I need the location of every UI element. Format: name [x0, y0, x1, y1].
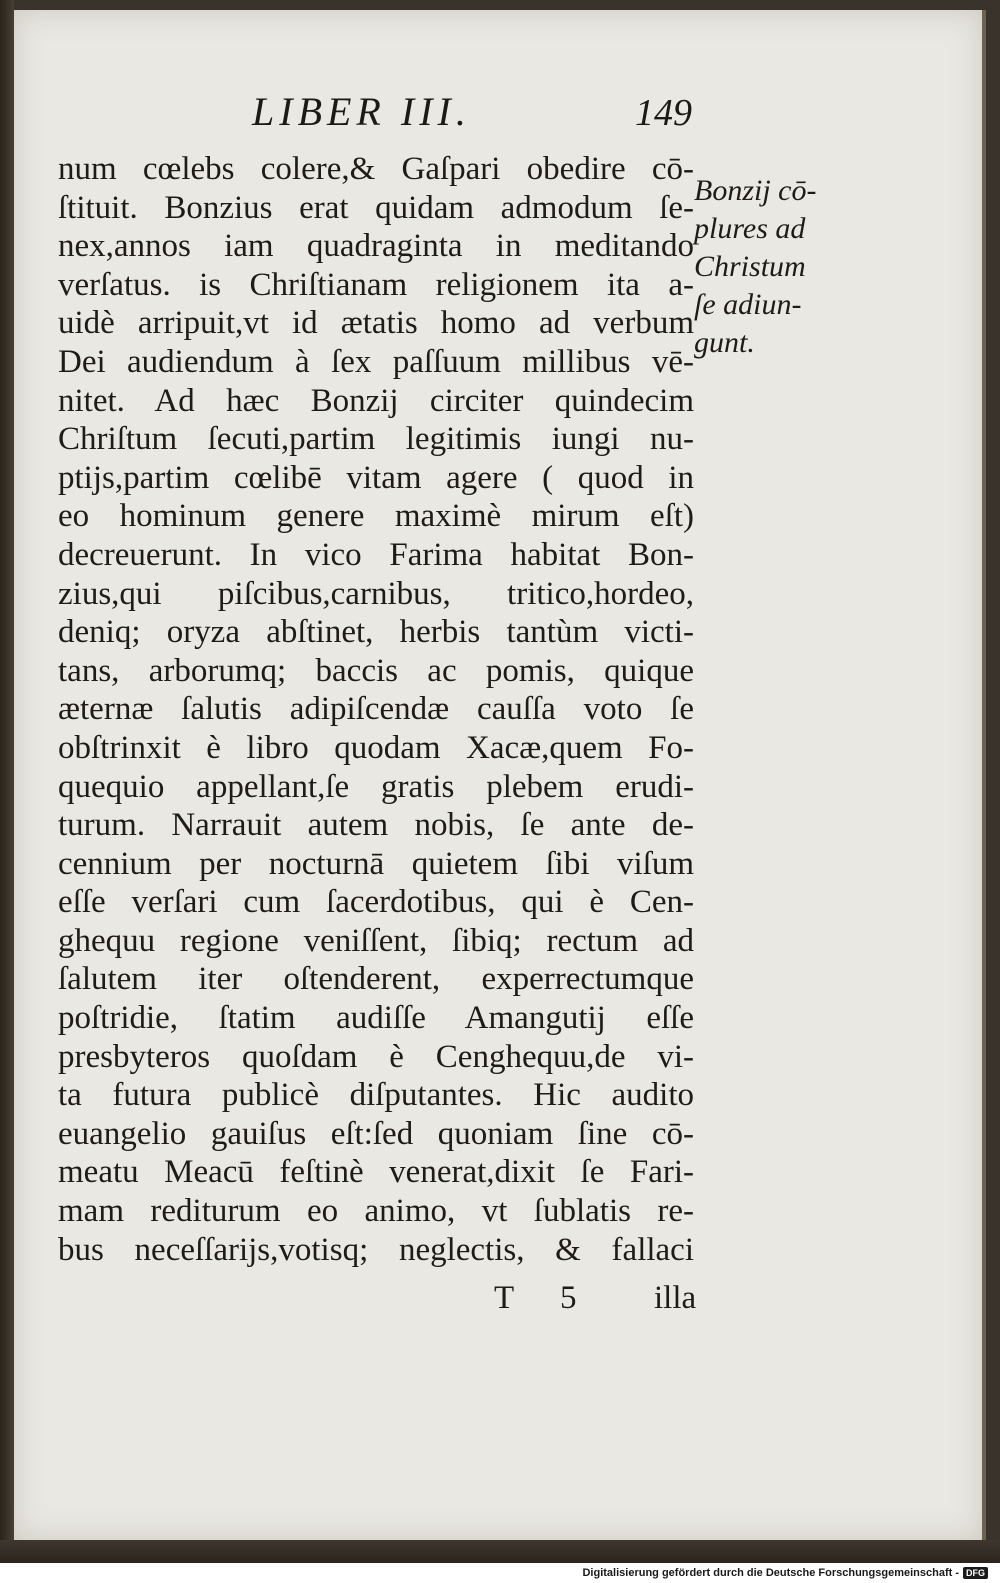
text-line: turum. Narrauit autem nobis, ſe ante de-	[58, 807, 694, 844]
text-line: nitet. Ad hæc Bonzij circiter quindecim	[58, 382, 694, 419]
text-line: num cœlebs colere,& Gaſpari obedire cō-	[58, 151, 694, 187]
text-line: uidè arripuit,vt id ætatis homo ad verbum	[58, 305, 694, 342]
signature-mark: T	[494, 1280, 515, 1316]
text-line: verſatus. is Chriſtianam religionem ita a-	[58, 266, 694, 303]
book-cover-bottom	[0, 1540, 1000, 1563]
running-head	[252, 88, 692, 138]
text-line: æternæ ſalutis adipiſcendæ cauſſa voto ſe	[58, 691, 694, 728]
text-line: ta futura publicè diſputantes. Hic audito	[58, 1077, 694, 1114]
book-page	[14, 10, 986, 1540]
catchword: illa	[654, 1280, 697, 1316]
text-line: ghequu regione veniſſent, ſibiq; rectum ad	[58, 922, 694, 959]
marginal-note-line: gunt.	[694, 326, 755, 359]
page-number: 149	[635, 92, 692, 134]
text-line: mam rediturum eo animo, vt ſublatis re-	[58, 1193, 694, 1230]
text-line: decreuerunt. In vico Farima habitat Bon-	[58, 536, 694, 573]
text-line: zius,qui piſcibus,carnibus, tritico,hordeo,	[58, 575, 694, 612]
running-head-title: LIBER III.	[252, 89, 471, 134]
text-line: ſtituit. Bonzius erat quidam admodum ſe-	[58, 189, 694, 226]
text-line: nex,annos iam quadraginta in meditando	[58, 228, 694, 265]
marginal-note-line: Bonzij cō-	[694, 174, 817, 207]
text-line: euangelio gauiſus eſt:ſed quoniam ſine cō-	[58, 1115, 694, 1152]
text-line: eo hominum genere maximè mirum eſt)	[58, 498, 694, 535]
marginal-note-line: Christum	[694, 250, 806, 283]
dfg-logo: DFG	[963, 1567, 988, 1579]
text-line: Dei audiendum à ſex paſſuum millibus vē-	[58, 343, 694, 380]
text-line: cennium per nocturnā quietem ſibi viſum	[58, 845, 694, 882]
text-line: obſtrinxit è libro quodam Xacæ,quem Fo-	[58, 729, 694, 766]
text-line: deniq; oryza abſtinet, herbis tantùm victi-	[58, 614, 694, 651]
funding-credit: Digitalisierung gefördert durch die Deutsche Forschungsgemeinschaft -	[582, 1567, 959, 1579]
signature-line	[58, 1280, 708, 1320]
body-text	[58, 150, 694, 1269]
text-line: poſtridie, ſtatim audiſſe Amangutij eſſe	[58, 1000, 694, 1037]
text-line: ptijs,partim cœlibē vitam agere ( quod in	[58, 459, 694, 496]
text-line: Chriſtum ſecuti,partim legitimis iungi nu-	[58, 421, 694, 458]
text-line: meatu Meacū feſtinè venerat,dixit ſe Fari-	[58, 1154, 694, 1191]
marginal-note-line: ſe adiun-	[694, 288, 802, 321]
marginal-note-line: plures ad	[694, 212, 806, 245]
text-line: eſſe verſari cum ſacerdotibus, qui è Cen-	[58, 884, 694, 921]
digitization-footer	[0, 1563, 1000, 1583]
text-line: ſalutem iter oſtenderent, experrectumque	[58, 961, 694, 998]
text-line: presbyteros quoſdam è Cenghequu,de vi-	[58, 1038, 694, 1075]
text-line: tans, arborumq; baccis ac pomis, quique	[58, 652, 694, 689]
book-cover-edge	[0, 0, 14, 1583]
signature-number: 5	[560, 1280, 577, 1316]
marginal-note	[694, 172, 844, 362]
text-line: quequio appellant,ſe gratis plebem erudi-	[58, 768, 694, 805]
text-line: bus neceſſarijs,votisq; neglectis, & fallaci	[58, 1231, 694, 1268]
